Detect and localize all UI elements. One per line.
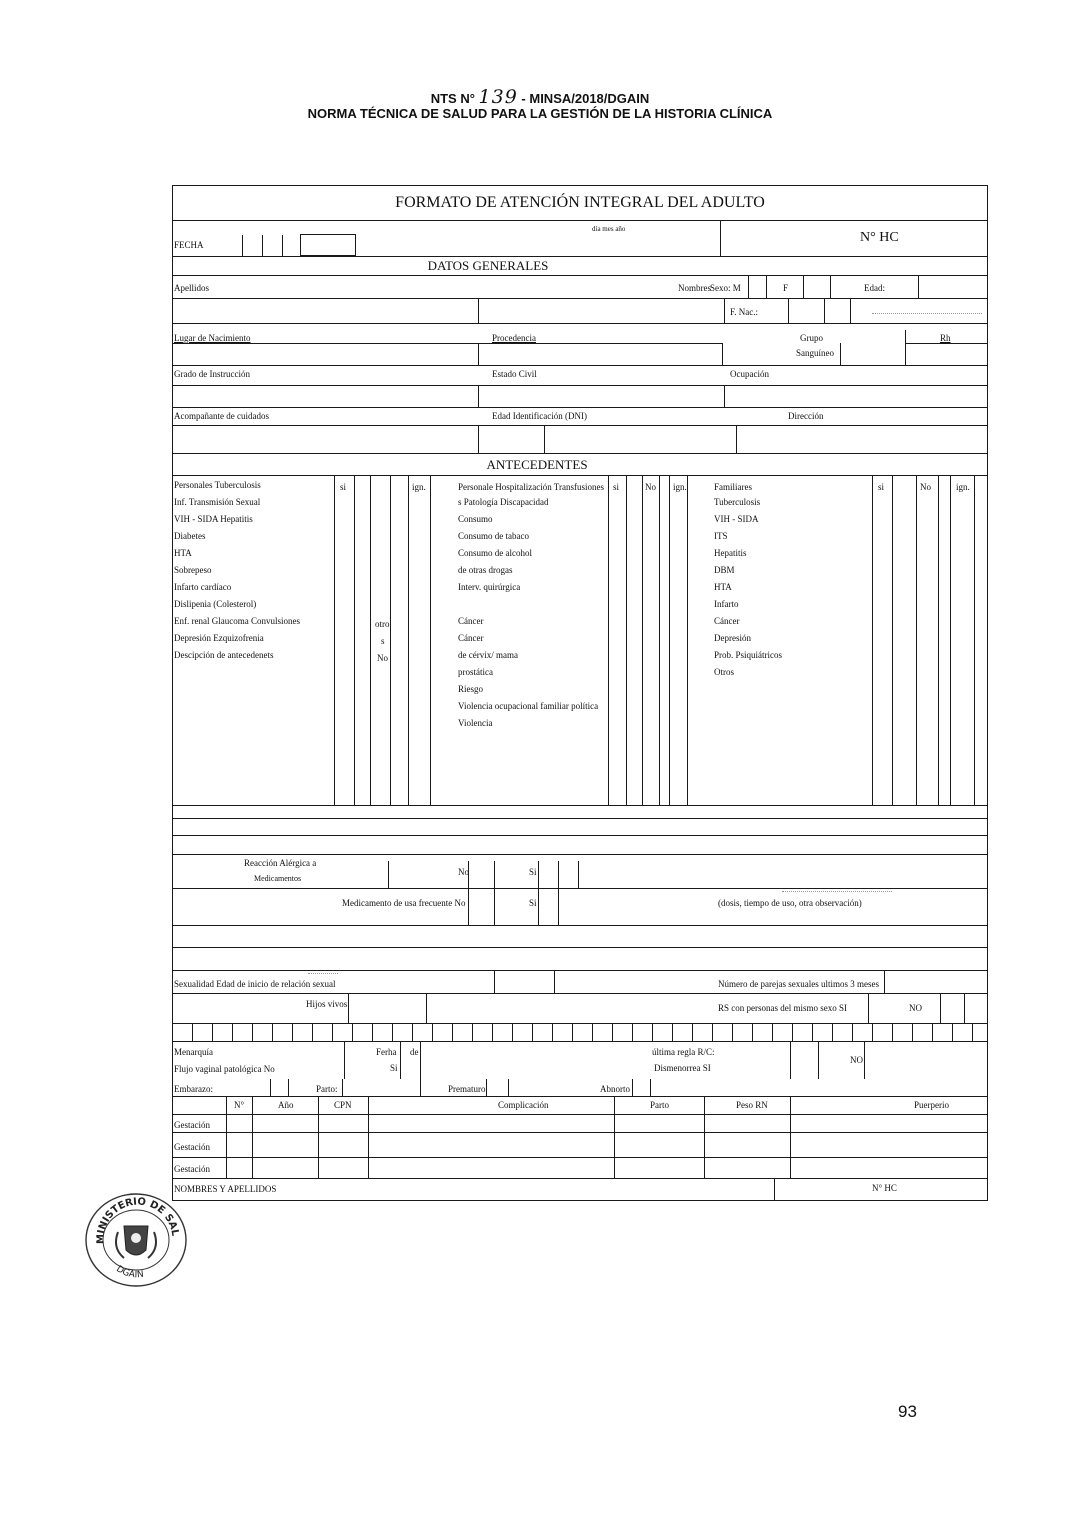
header-number: 139 [478, 86, 518, 108]
grid-tick [972, 1023, 973, 1041]
divider [736, 425, 737, 453]
col-rule [252, 1096, 253, 1178]
stamp-bottom-text: DGAIN [114, 1264, 145, 1281]
col3-si: si [878, 482, 885, 492]
grupo-label: Grupo [800, 333, 823, 343]
divider [400, 1041, 401, 1079]
divider [388, 861, 389, 888]
svg-text:DGAIN [114, 1264, 144, 1280]
nombres-label: Nombres [678, 283, 711, 293]
col-rule [938, 475, 939, 805]
procedencia-label: Procedencia [492, 333, 536, 343]
flujo-vaginal-label: Flujo vaginal patológica No [174, 1064, 275, 1074]
nombres-apellidos-label: NOMBRES Y APELLIDOS [174, 1184, 277, 1194]
antecedente-item: Riesgo [458, 684, 484, 694]
antecedente-item: HTA [714, 582, 732, 592]
col-rule [334, 475, 335, 805]
antecedente-item: DBM [714, 565, 735, 575]
gestacion-header: Parto [650, 1100, 669, 1110]
rule [172, 453, 988, 454]
col-rule [790, 1096, 791, 1178]
grid-tick [912, 1023, 913, 1041]
gineco-si-label: Si [390, 1063, 398, 1073]
acompanante-label: Acompañante de cuidados [174, 411, 269, 421]
grid-tick [632, 1023, 633, 1041]
rule [172, 365, 988, 366]
grid-tick [752, 1023, 753, 1041]
grid-tick [532, 1023, 533, 1041]
divider [426, 993, 427, 1023]
datos-generales-heading: DATOS GENERALES [427, 258, 549, 273]
grid-tick [612, 1023, 613, 1041]
rh-label: Rh [940, 333, 951, 343]
rule [172, 835, 988, 836]
col-rule [872, 475, 873, 805]
apellidos-label: Apellidos [174, 283, 209, 293]
divider [544, 425, 545, 453]
divider [790, 1041, 791, 1079]
divider [884, 970, 885, 993]
ultima-regla-label: última regla R/C: [652, 1047, 715, 1057]
rule [172, 947, 988, 948]
grid-tick [772, 1023, 773, 1041]
col1-ign: ign. [412, 482, 426, 492]
divider [288, 1079, 289, 1096]
divider [724, 385, 725, 407]
fecha-year-box[interactable] [300, 234, 356, 256]
rule [172, 925, 988, 926]
divider [494, 888, 495, 925]
personales2-header: Personale Hospitalización Transfusiones [458, 482, 604, 492]
otros-1: otro [375, 619, 390, 629]
antecedente-item: Diabetes [174, 531, 206, 541]
date-tick [242, 235, 243, 256]
stamp-top-text: MINISTERIO DE SAL [95, 1196, 181, 1245]
rule [172, 854, 988, 855]
col-rule [974, 475, 975, 805]
hijos-vivos-label: Hijos vivos [306, 999, 348, 1009]
divider [558, 888, 559, 925]
rule [172, 425, 988, 426]
rule [172, 220, 988, 221]
antecedente-item: VIH - SIDA Hepatitis [174, 514, 253, 524]
otros-2: s [381, 636, 385, 646]
antecedente-item: Interv. quirúrgica [458, 582, 521, 592]
frame-left [172, 185, 173, 1201]
col-rule [390, 475, 391, 805]
sexo-label: Sexo: M [710, 283, 741, 293]
col-rule [669, 475, 670, 805]
antecedente-item: Consumo [458, 514, 493, 524]
divider [578, 861, 579, 888]
sexualidad-label: Sexualidad Edad de inicio de relación sexual [174, 979, 336, 989]
antecedente-item: Infarto cardíaco [174, 582, 232, 592]
rule [172, 1114, 988, 1115]
grid-tick [852, 1023, 853, 1041]
divider [766, 275, 767, 298]
grid-tick [412, 1023, 413, 1041]
divider [650, 1079, 651, 1096]
antecedente-item: Tuberculosis [714, 497, 761, 507]
rule [905, 343, 988, 344]
direccion-label: Dirección [788, 411, 824, 421]
rule [172, 1023, 988, 1024]
divider [468, 861, 469, 888]
gineco-no-label: NO [850, 1055, 863, 1065]
antecedente-item: prostática [458, 667, 493, 677]
divider [538, 888, 539, 925]
menarquia-label: Menarquía [174, 1047, 213, 1057]
grid-tick [252, 1023, 253, 1041]
grid-tick [292, 1023, 293, 1041]
antecedente-item: Violencia ocupacional familiar política [458, 701, 599, 711]
dotted-guide [782, 891, 892, 892]
divider [720, 220, 721, 256]
grid-tick [192, 1023, 193, 1041]
frame-top [172, 185, 988, 186]
estado-civil-label: Estado Civil [492, 369, 537, 379]
col3-ign: ign. [956, 482, 970, 492]
grid-tick [572, 1023, 573, 1041]
grid-tick [552, 1023, 553, 1041]
footer-hc-label: N° HC [872, 1183, 897, 1193]
dotted-guide [308, 973, 338, 974]
antecedente-item: Cáncer [458, 633, 484, 643]
grid-tick [792, 1023, 793, 1041]
grid-tick [952, 1023, 953, 1041]
col-rule [687, 475, 688, 805]
col3-no: No [920, 482, 931, 492]
antecedente-item: Depresión [714, 633, 751, 643]
grid-tick [812, 1023, 813, 1041]
antecedente-item: Personales Tuberculosis [174, 480, 261, 490]
grid-tick [272, 1023, 273, 1041]
antecedente-item: Sobrepeso [174, 565, 212, 575]
grid-tick [392, 1023, 393, 1041]
antecedente-item: VIH - SIDA [714, 514, 759, 524]
divider [344, 1041, 345, 1079]
divider [824, 298, 825, 323]
grid-tick [512, 1023, 513, 1041]
rs-mismo-sexo-label: RS con personas del mismo sexo SI [718, 1003, 847, 1013]
col2-no: No [645, 482, 656, 492]
col-rule [318, 1096, 319, 1178]
grid-tick [432, 1023, 433, 1041]
col-rule [430, 475, 431, 805]
date-tick [262, 235, 263, 256]
col-rule [368, 1096, 369, 1178]
adult-care-form [172, 185, 988, 1201]
divider [270, 1079, 271, 1096]
date-hint: día mes año [592, 225, 626, 233]
divider [348, 993, 349, 1023]
grid-tick [212, 1023, 213, 1041]
prematuro-label: Prematuro [448, 1084, 486, 1094]
lugar-nacimiento-label: Lugar de Nacimiento [174, 333, 251, 343]
antecedente-item: Enf. renal Glaucoma Convulsiones [174, 616, 300, 626]
grid-tick [892, 1023, 893, 1041]
familiares-header: Familiares [714, 482, 752, 492]
grid-tick [832, 1023, 833, 1041]
rule [172, 385, 988, 386]
dismenorrea-label: Dismenorrea SI [654, 1063, 711, 1073]
divider [964, 993, 965, 1023]
grid-tick [452, 1023, 453, 1041]
divider [818, 1041, 819, 1079]
frame-right [987, 185, 988, 1201]
divider [478, 385, 479, 407]
grid-tick [672, 1023, 673, 1041]
medicamentos-label: Medicamentos [254, 874, 302, 883]
antecedente-item: Descipción de antecedenets [174, 650, 274, 660]
col1-si: si [340, 482, 347, 492]
gestacion-header: Peso RN [736, 1100, 768, 1110]
gestacion-header: Puerperio [914, 1100, 949, 1110]
grid-tick [652, 1023, 653, 1041]
divider [864, 1041, 865, 1079]
aborto-label: Abnorto [600, 1084, 630, 1094]
rule [172, 1041, 988, 1042]
antecedente-item: Consumo de alcohol [458, 548, 532, 558]
grid-tick [872, 1023, 873, 1041]
col-rule [642, 475, 643, 805]
header-suffix: - MINSA/2018/DGAIN [521, 91, 650, 106]
col-rule [916, 475, 917, 805]
fecha-label: FECHA [174, 240, 204, 250]
alergia-no: No [458, 867, 469, 877]
rule [172, 323, 988, 324]
header-prefix: NTS N° [430, 91, 475, 106]
rule [172, 1132, 988, 1133]
fecha-label-2: Ferha [376, 1047, 397, 1057]
divider [538, 861, 539, 888]
gestacion-row-2: Gestación [174, 1142, 210, 1152]
ocupacion-label: Ocupación [730, 369, 769, 379]
divider [632, 1079, 633, 1096]
col2-ign: ign. [673, 482, 687, 492]
divider [940, 993, 941, 1023]
grid-tick [932, 1023, 933, 1041]
rule [172, 275, 988, 276]
date-tick [282, 235, 283, 256]
rule [172, 1178, 988, 1179]
edad-identificacion-label: Edad Identificación (DNI) [492, 411, 587, 421]
antecedente-item: Otros [714, 667, 734, 677]
alergia-si: Si [529, 867, 537, 877]
divider [830, 275, 831, 298]
antecedente-item: ITS [714, 531, 728, 541]
sanguineo-label: Sanguíneo [796, 348, 834, 358]
parto-label: Parto: [316, 1084, 338, 1094]
col-rule [226, 1096, 227, 1178]
col-rule [950, 475, 951, 805]
divider [420, 1041, 421, 1096]
gestacion-header: Año [278, 1100, 294, 1110]
rule [172, 888, 988, 889]
grado-instruccion-label: Grado de Instrucción [174, 369, 250, 379]
antecedente-item: s Patología Discapacidad [458, 497, 549, 507]
dotted-guide [872, 313, 982, 314]
col2-si: si [613, 482, 620, 492]
grid-tick [732, 1023, 733, 1041]
antecedente-item: Cáncer [458, 616, 484, 626]
gestacion-header: N° [234, 1100, 245, 1110]
rule [172, 256, 988, 257]
grid-tick [332, 1023, 333, 1041]
divider [788, 298, 789, 323]
gestacion-header: CPN [334, 1100, 352, 1110]
divider [868, 993, 869, 1023]
stamp-seal-icon [84, 1188, 188, 1288]
de-label: de [410, 1047, 419, 1057]
col-rule [892, 475, 893, 805]
gestacion-row-3: Gestación [174, 1164, 210, 1174]
col-rule [626, 475, 627, 805]
grid-tick [232, 1023, 233, 1041]
grid-tick [692, 1023, 693, 1041]
divider [478, 298, 479, 323]
rule [172, 970, 988, 971]
form-title: FORMATO DE ATENCIÓN INTEGRAL DEL ADULTO [395, 194, 765, 211]
rule [172, 298, 988, 299]
divider [486, 1079, 487, 1096]
divider [724, 298, 725, 323]
gestacion-header: Complicación [498, 1100, 549, 1110]
divider [554, 970, 555, 993]
col-rule [370, 475, 371, 805]
divider [722, 343, 723, 365]
rule [172, 993, 988, 994]
ministry-stamp [84, 1188, 188, 1288]
antecedente-item: Hepatitis [714, 548, 747, 558]
antecedente-item: Dislipenia (Colesterol) [174, 599, 257, 609]
antecedente-item: Inf. Transmisión Sexual [174, 497, 261, 507]
page-number: 93 [898, 1402, 917, 1421]
divider [850, 298, 851, 323]
medicamento-frecuente-label: Medicamento de usa frecuente No [342, 898, 466, 908]
observacion-hint: (dosis, tiempo de uso, otra observación) [718, 898, 862, 908]
divider [748, 275, 749, 298]
grid-tick [352, 1023, 353, 1041]
antecedente-item: Prob. Psiquiátricos [714, 650, 783, 660]
otros-3: No [377, 653, 388, 663]
divider [494, 970, 495, 993]
medicamento-si: Si [529, 898, 537, 908]
col-rule [608, 475, 609, 805]
antecedentes-heading: ANTECEDENTES [486, 457, 588, 472]
grid-tick [492, 1023, 493, 1041]
divider [494, 861, 495, 888]
header-line-1 [0, 86, 1080, 108]
antecedente-item: Consumo de tabaco [458, 531, 529, 541]
rule [172, 407, 988, 408]
grid-tick [472, 1023, 473, 1041]
reaccion-alergica-label: Reacción Alérgica a [244, 858, 317, 868]
rule [172, 818, 988, 819]
rs-no-label: NO [909, 1003, 922, 1013]
divider [468, 888, 469, 925]
rule [172, 475, 988, 476]
gestacion-row-1: Gestación [174, 1120, 210, 1130]
antecedente-item: Violencia [458, 718, 493, 728]
col-rule [659, 475, 660, 805]
divider [918, 275, 919, 298]
header-title: NORMA TÉCNICA DE SALUD PARA LA GESTIÓN DE LA HISTORIA CLÍNICA [307, 106, 773, 121]
divider [774, 1178, 775, 1200]
rule [172, 1157, 988, 1158]
antecedente-item: de otras drogas [458, 565, 513, 575]
edad-label: Edad: [864, 283, 885, 293]
antecedente-item: Cáncer [714, 616, 740, 626]
antecedente-item: Infarto [714, 599, 739, 609]
divider [840, 343, 841, 365]
col-rule [354, 475, 355, 805]
divider [478, 343, 479, 365]
col-rule [408, 475, 409, 805]
grid-tick [372, 1023, 373, 1041]
divider [478, 425, 479, 453]
antecedente-item: Depresión Ezquizofrenia [174, 633, 264, 643]
parejas-label: Número de parejas sexuales ultimos 3 meses [718, 979, 879, 989]
antecedente-item: HTA [174, 548, 192, 558]
rule [172, 343, 722, 344]
grid-tick [312, 1023, 313, 1041]
col-rule [614, 1096, 615, 1178]
embarazo-label: Embarazo: [174, 1084, 213, 1094]
fnac-label: F. Nac.: [730, 307, 759, 317]
frame-bottom [172, 1200, 988, 1201]
divider [558, 861, 559, 888]
rule [172, 1096, 988, 1097]
divider [905, 330, 906, 365]
hc-number-label: N° HC [860, 230, 899, 245]
col-rule [704, 1096, 705, 1178]
grid-tick [712, 1023, 713, 1041]
sexo-f-label: F [783, 283, 789, 293]
grid-tick [592, 1023, 593, 1041]
rule [172, 805, 988, 806]
antecedente-item: de cérvix/ mama [458, 650, 518, 660]
divider [342, 1079, 343, 1096]
divider [803, 275, 804, 298]
divider [508, 1079, 509, 1096]
